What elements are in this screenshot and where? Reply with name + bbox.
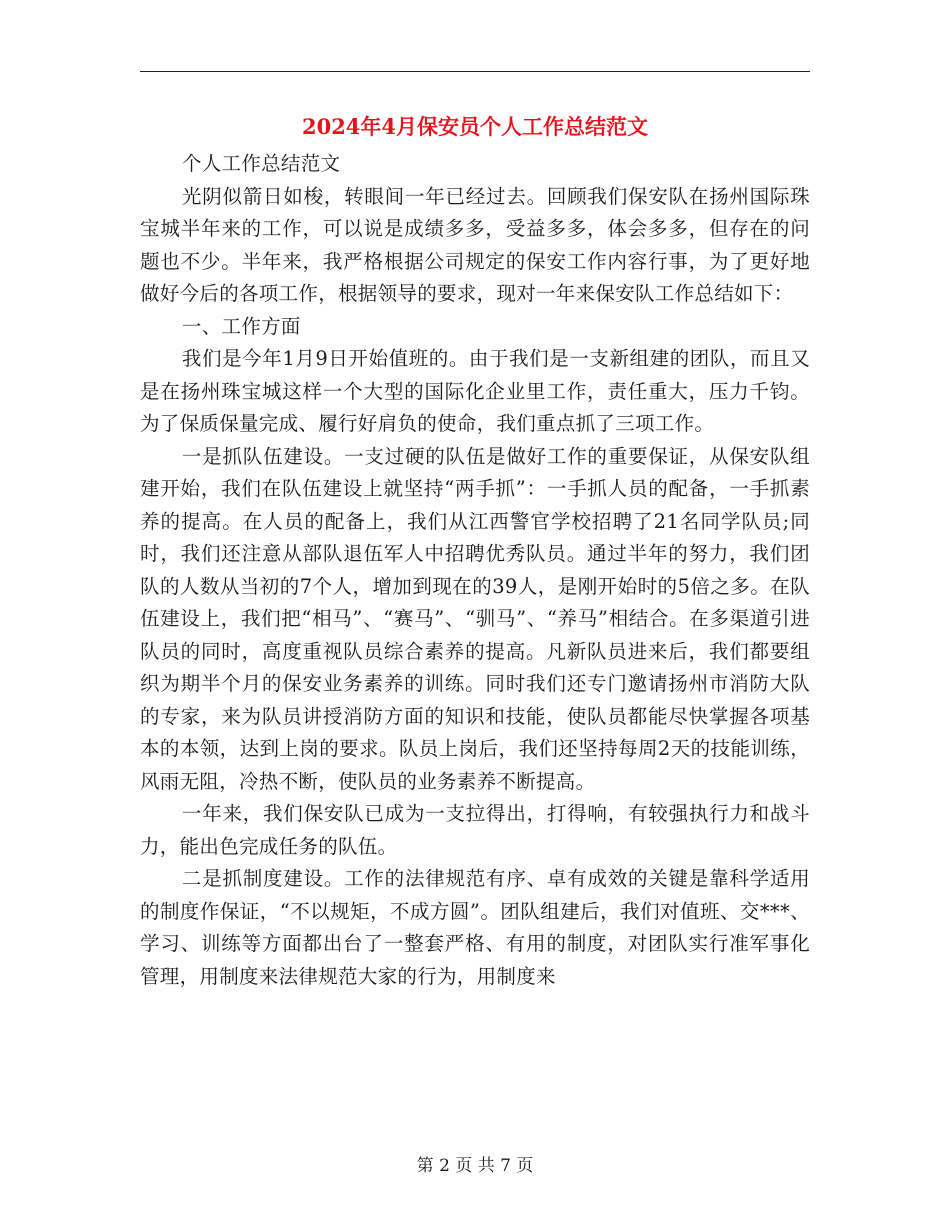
paragraph-subtitle: 个人工作总结范文	[181, 152, 341, 175]
paragraph-year-summary: 一年来，我们保安队已成为一支拉得出，打得响，有较强执行力和战斗力，能出色完成任务的队伍。	[140, 802, 810, 858]
paragraph-start-duty: 我们是今年1月9日开始值班的。由于我们是一支新组建的团队，而且又是在扬州珠宝城这样一个大型的国际化企业里工作，责任重大，压力千钧。为了保质保量完成、履行好肩负的使命，我们重点抓了三项工作。	[140, 347, 810, 435]
paragraph-system-building: 二是抓制度建设。工作的法律规范有序、卓有成效的关键是靠科学适用的制度作保证，“不以规矩，不成方圆”。团队组建后，我们对值班、交***、学习、训练等方面都出台了一整套严格、有用的制度，对团队实行准军事化管理，用制度来法律规范大家的行为，用制度来	[140, 867, 810, 988]
document-title: 2024年4月保安员个人工作总结范文	[301, 114, 649, 139]
header-rule	[140, 71, 810, 72]
paragraph-intro: 光阴似箭日如梭，转眼间一年已经过去。回顾我们保安队在扬州国际珠宝城半年来的工作，可以说是成绩多多，受益多多，体会多多，但存在的问题也不少。半年来，我严格根据公司规定的保安工作内容行事，为了更好地做好今后的各项工作，根据领导的要求，现对一年来保安队工作总结如下：	[140, 184, 810, 305]
paragraph-section-heading: 一、工作方面	[181, 314, 301, 338]
paragraph-team-building: 一是抓队伍建设。一支过硬的队伍是做好工作的重要保证，从保安队组建开始，我们在队伍建设上就坚持“两手抓”：一手抓人员的配备，一手抓素养的提高。在人员的配备上，我们从江西警官学校招聘了21名同学队员;同时，我们还注意从部队退伍军人中招聘优秀队员。通过半年的努力，我们团队的人数从当初的7个人，增加到现在的39人，是刚开始时的5倍之多。在队伍建设上，我们把“相马”、“赛马”、“驯马”、“养马”相结合。在多渠道引进队员的同时，高度重视队员综合素养的提高。凡新队员进来后，我们都要组织为期半个月的保安业务素养的训练。同时我们还专门邀请扬州市消防大队的专家，来为队员讲授消防方面的知识和技能，使队员都能尽快掌握各项基本的本领，达到上岗的要求。队员上岗后，我们还坚持每周2天的技能训练，风雨无阻，冷热不断，使队员的业务素养不断提高。	[140, 444, 810, 793]
page-number-footer: 第 2 页 共 7 页	[416, 1156, 534, 1176]
document-body	[140, 148, 810, 993]
